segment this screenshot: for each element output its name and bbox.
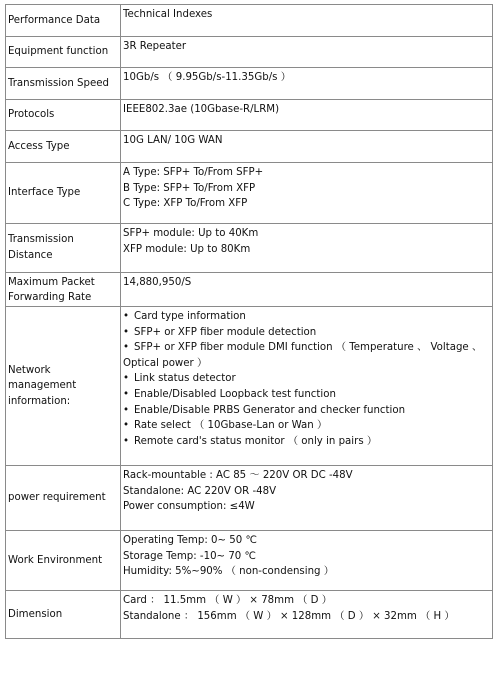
bullet-icon: • [123, 420, 130, 432]
bullet-icon: • [123, 326, 130, 338]
list-item [123, 309, 492, 325]
value-line: A Type: SFP+ To/From SFP+ [123, 167, 264, 178]
table-row [6, 37, 493, 68]
list-item [123, 434, 492, 450]
bullet-icon: • [123, 435, 130, 447]
row-label: Protocols [6, 100, 121, 131]
row-label: Network management information: [6, 307, 121, 466]
table-row [6, 466, 493, 531]
bullet-icon: • [123, 404, 130, 416]
list-item [123, 325, 492, 341]
value-line: Standalone: AC 220V OR -48V [123, 485, 277, 497]
value-line: Storage Temp: -10~ 70 ℃ [123, 550, 256, 562]
value-line: B Type: SFP+ To/From XFP [123, 182, 256, 194]
value-line: Power consumption: ≤4W [123, 501, 255, 513]
value-line: 14,880,950/S [123, 277, 192, 288]
row-value [121, 37, 493, 68]
value-line: XFP module: Up to 80Km [123, 243, 251, 255]
list-item-text: Enable/Disabled Loopback test function [134, 388, 336, 400]
table-row [6, 100, 493, 131]
list-item [123, 340, 492, 356]
list-item-text: Rate select （ 10Gbase-Lan or Wan ） [134, 420, 328, 432]
value-line: IEEE802.3ae (10Gbase-R/LRM) [123, 104, 280, 115]
value-line: 10G LAN/ 10G WAN [123, 135, 223, 146]
row-value [121, 224, 493, 273]
row-value [121, 531, 493, 591]
list-item-text: Remote card's status monitor （ only in pairs ） [134, 435, 378, 447]
row-value [121, 466, 493, 531]
row-value [121, 68, 493, 100]
value-line: 10Gb/s （ 9.95Gb/s-11.35Gb/s ） [123, 72, 291, 83]
list-item-text: Link status detector [134, 373, 236, 385]
list-item-text: Card type information [134, 311, 246, 322]
row-value [121, 100, 493, 131]
list-item [123, 418, 492, 434]
table-row [6, 591, 493, 639]
list-item-text: Enable/Disable PRBS Generator and checker function [134, 404, 406, 416]
table-row [6, 131, 493, 163]
spec-table [5, 4, 493, 639]
row-label: Equipment function [6, 37, 121, 68]
table-row [6, 273, 493, 307]
value-line: Rack-mountable : AC 85 ～ 220V OR DC -48V [123, 470, 353, 481]
table-row [6, 5, 493, 37]
row-label: power requirement [6, 466, 121, 531]
row-label: Interface Type [6, 163, 121, 224]
row-label: Transmission Distance [6, 224, 121, 273]
value-line: Technical Indexes [123, 9, 213, 20]
row-value [121, 163, 493, 224]
row-label: Maximum Packet Forwarding Rate [6, 273, 121, 307]
bullet-icon: • [123, 342, 130, 354]
row-label: Performance Data [6, 5, 121, 37]
row-label: Access Type [6, 131, 121, 163]
value-line: Standalone ： 156mm （ W ） × 128mm （ D ） × 32mm （ H ） [123, 610, 455, 622]
list-item [123, 387, 492, 403]
value-line: C Type: XFP To/From XFP [123, 198, 248, 210]
row-value [121, 591, 493, 639]
value-line: Operating Temp: 0~ 50 ℃ [123, 535, 257, 546]
row-value [121, 131, 493, 163]
list-item [123, 403, 492, 419]
table-row [6, 531, 493, 591]
row-value [121, 273, 493, 307]
bullet-icon: • [123, 388, 130, 400]
list-item-text: SFP+ or XFP fiber module DMI function （ Temperature 、 Voltage 、 [134, 342, 483, 354]
bullet-icon: • [123, 373, 130, 385]
row-label: Dimension [6, 591, 121, 639]
list-item [123, 371, 492, 387]
value-line: Humidity: 5%~90% （ non-condensing ） [123, 566, 334, 578]
table-row [6, 224, 493, 273]
list-item-continuation: Optical power ） [123, 357, 208, 369]
table-row [6, 307, 493, 466]
row-value [121, 307, 493, 466]
row-label: Work Environment [6, 531, 121, 591]
list-item-text: SFP+ or XFP fiber module detection [134, 326, 317, 338]
value-line: Card ： 11.5mm （ W ） × 78mm （ D ） [123, 595, 332, 606]
row-label: Transmission Speed [6, 68, 121, 100]
value-line: SFP+ module: Up to 40Km [123, 228, 259, 239]
table-row [6, 68, 493, 100]
table-row [6, 163, 493, 224]
bullet-icon: • [123, 311, 130, 322]
row-value [121, 5, 493, 37]
value-line: 3R Repeater [123, 41, 187, 52]
